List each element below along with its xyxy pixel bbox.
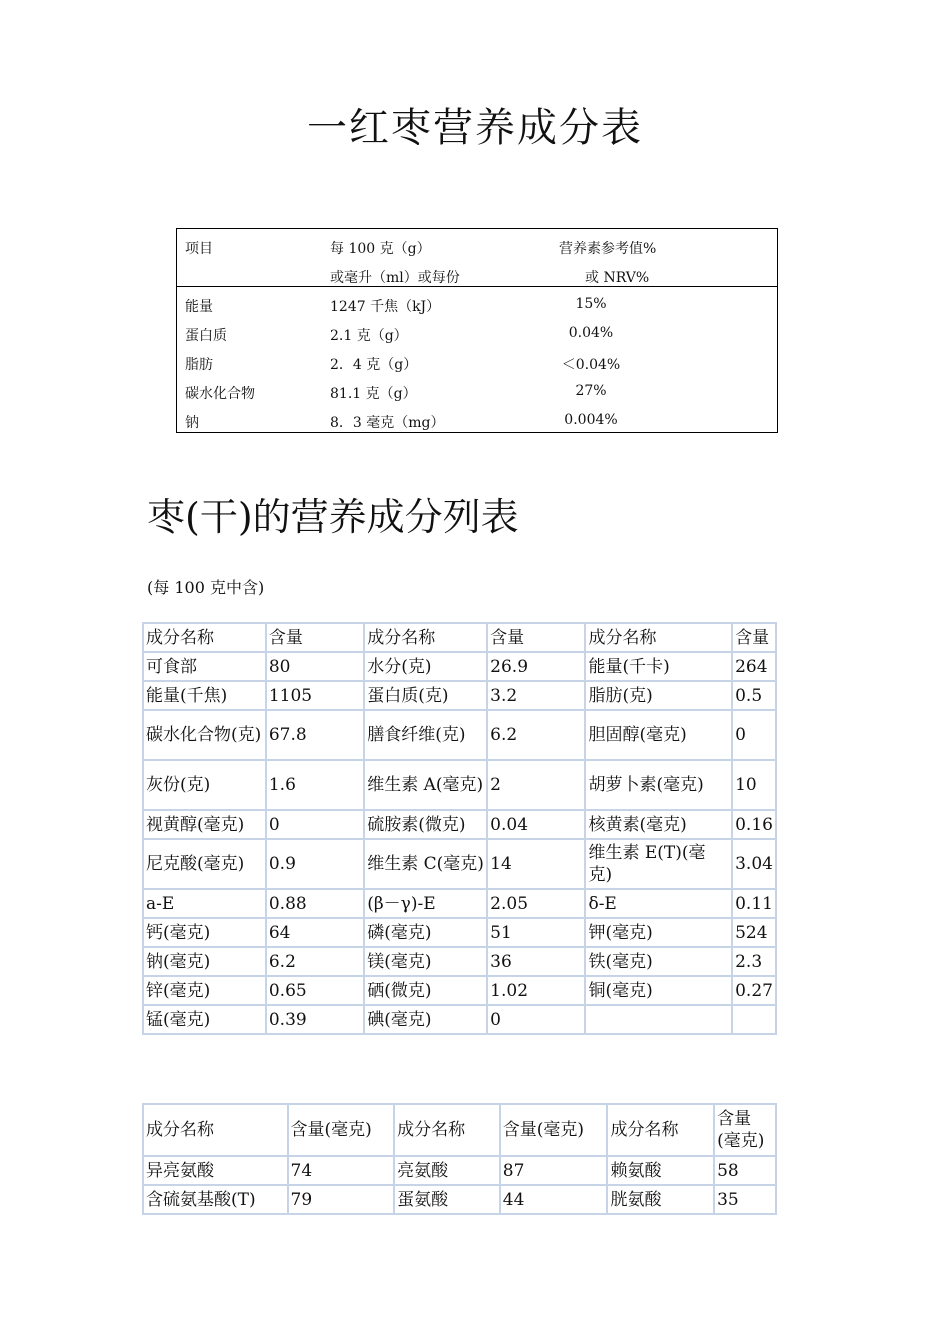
table-cell: 0.9: [266, 839, 364, 889]
table-cell: a-E: [143, 889, 266, 918]
table-cell: 蛋白质(克): [364, 681, 487, 710]
header-cell: 含量: [732, 623, 776, 652]
table-cell: 赖氨酸: [607, 1156, 714, 1185]
header-cell: 成分名称: [143, 623, 266, 652]
header-cell: 成分名称: [364, 623, 487, 652]
table-cell: 铜(毫克): [585, 976, 732, 1005]
nutrition-facts-header: [177, 229, 777, 287]
section-title: 枣(干)的营养成分列表: [147, 495, 519, 539]
table-cell: 含硫氨基酸(T): [143, 1185, 288, 1214]
table-header-row: [143, 1104, 776, 1156]
nutrition-row: [177, 325, 777, 354]
table-cell: 锌(毫克): [143, 976, 266, 1005]
table-row: [143, 1156, 776, 1185]
table-row: [143, 760, 776, 810]
header-cell: 成分名称: [143, 1104, 288, 1156]
table-cell: 镁(毫克): [364, 947, 487, 976]
amino-acid-table: [142, 1103, 777, 1215]
table-cell: 胆固醇(毫克): [585, 710, 732, 760]
table-cell: 维生素 A(毫克): [364, 760, 487, 810]
table-cell: 0: [487, 1005, 585, 1034]
table-cell: 64: [266, 918, 364, 947]
nutrition-name: 脂肪: [185, 357, 213, 373]
per-100g-note: (每 100 克中含): [147, 578, 265, 597]
table-cell: 3.04: [732, 839, 776, 889]
table-cell: 0.39: [266, 1005, 364, 1034]
table-row: [143, 681, 776, 710]
table-cell: 水分(克): [364, 652, 487, 681]
table-cell: 亮氨酸: [394, 1156, 500, 1185]
table-cell: 264: [732, 652, 776, 681]
table-cell: 膳食纤维(克): [364, 710, 487, 760]
nutrition-row: [177, 412, 777, 441]
table-cell: 钠(毫克): [143, 947, 266, 976]
table-cell: 2: [487, 760, 585, 810]
table-cell: 524: [732, 918, 776, 947]
table-cell: 胡萝卜素(毫克): [585, 760, 732, 810]
table-cell: 可食部: [143, 652, 266, 681]
table-row: [143, 918, 776, 947]
table-cell: 钙(毫克): [143, 918, 266, 947]
nutrition-amount: 2．4 克（g）: [330, 357, 418, 373]
table-cell: 能量(千焦): [143, 681, 266, 710]
table-cell: 26.9: [487, 652, 585, 681]
header-cell: 成分名称: [585, 623, 732, 652]
nutrition-nrv: ＜0.04%: [561, 357, 621, 373]
nutrition-nrv: 15%: [575, 296, 607, 312]
nutrition-amount: 1247 千焦（kJ）: [330, 299, 441, 315]
nutrition-amount: 2.1 克（g）: [330, 328, 408, 344]
nutrition-facts-table: [176, 228, 778, 433]
nutrition-row: [177, 354, 777, 383]
table-row: [143, 1005, 776, 1034]
table-cell: 1.6: [266, 760, 364, 810]
table-cell: 灰份(克): [143, 760, 266, 810]
table-cell: 44: [500, 1185, 608, 1214]
header-per100-line2: 或毫升（ml）或每份: [330, 270, 460, 286]
table-cell: 钾(毫克): [585, 918, 732, 947]
nutrition-name: 蛋白质: [185, 328, 227, 344]
table-cell: 35: [714, 1185, 776, 1214]
table-cell: 36: [487, 947, 585, 976]
table-cell: 58: [714, 1156, 776, 1185]
table-row: [143, 1185, 776, 1214]
header-cell: 含量: [487, 623, 585, 652]
header-cell: 含量: [266, 623, 364, 652]
table-cell: 0.88: [266, 889, 364, 918]
header-cell: 含量(毫克): [288, 1104, 395, 1156]
table-cell: 67.8: [266, 710, 364, 760]
nutrition-name: 钠: [185, 415, 199, 431]
table-cell: 0.65: [266, 976, 364, 1005]
header-cell: 含量(毫克): [500, 1104, 608, 1156]
table-cell: 14: [487, 839, 585, 889]
header-item: 项目: [185, 241, 213, 257]
table-cell: 3.2: [487, 681, 585, 710]
table-row: [143, 976, 776, 1005]
table-cell: 硒(微克): [364, 976, 487, 1005]
table-row: [143, 652, 776, 681]
table-cell: 87: [500, 1156, 608, 1185]
header-per100-line1: 每 100 克（g）: [330, 241, 431, 257]
table-cell: 6.2: [487, 710, 585, 760]
table-cell: 51: [487, 918, 585, 947]
table-row: [143, 889, 776, 918]
table-cell: 锰(毫克): [143, 1005, 266, 1034]
table-cell: 脂肪(克): [585, 681, 732, 710]
nutrition-nrv: 0.004%: [564, 412, 618, 428]
table-cell: 0: [732, 710, 776, 760]
header-cell: 成分名称: [607, 1104, 714, 1156]
table-cell: 视黄醇(毫克): [143, 810, 266, 839]
table-cell: 0: [266, 810, 364, 839]
table-cell: 铁(毫克): [585, 947, 732, 976]
table-header-row: [143, 623, 776, 652]
nutrition-nrv: 0.04%: [568, 325, 614, 341]
nutrition-row: [177, 383, 777, 412]
table-cell: [732, 1005, 776, 1034]
table-cell: 80: [266, 652, 364, 681]
nutrition-amount: 81.1 克（g）: [330, 386, 417, 402]
table-cell: 胱氨酸: [607, 1185, 714, 1214]
table-cell: 碳水化合物(克): [143, 710, 266, 760]
nutrition-amount: 8．3 毫克（mg）: [330, 415, 445, 431]
table-cell: 2.3: [732, 947, 776, 976]
table-cell: 0.11: [732, 889, 776, 918]
table-cell: 79: [288, 1185, 395, 1214]
table-row: [143, 839, 776, 889]
table-cell: 0.27: [732, 976, 776, 1005]
table-cell: 维生素 E(T)(毫克): [585, 839, 732, 889]
table-row: [143, 710, 776, 760]
table-cell: 1105: [266, 681, 364, 710]
table-cell: 异亮氨酸: [143, 1156, 288, 1185]
table-cell: 磷(毫克): [364, 918, 487, 947]
table-cell: 2.05: [487, 889, 585, 918]
table-cell: 维生素 C(毫克): [364, 839, 487, 889]
table-cell: 能量(千卡): [585, 652, 732, 681]
table-cell: 1.02: [487, 976, 585, 1005]
nutrition-nrv: 27%: [575, 383, 607, 399]
header-nrv-line2: 或 NRV%: [585, 270, 650, 286]
nutrition-name: 能量: [185, 299, 213, 315]
dried-jujube-nutrient-table: [142, 622, 777, 1035]
table-cell: (β－γ)-E: [364, 889, 487, 918]
table-cell: 0.5: [732, 681, 776, 710]
table-cell: 蛋氨酸: [394, 1185, 500, 1214]
table-cell: δ-E: [585, 889, 732, 918]
nutrition-name: 碳水化合物: [185, 386, 255, 402]
table-cell: 尼克酸(毫克): [143, 839, 266, 889]
nutrition-row: [177, 296, 777, 325]
table-cell: 6.2: [266, 947, 364, 976]
page-title: 一红枣营养成分表: [307, 105, 643, 151]
table-cell: 0.04: [487, 810, 585, 839]
table-cell: 74: [288, 1156, 395, 1185]
table-cell: [585, 1005, 732, 1034]
table-row: [143, 810, 776, 839]
table-cell: 硫胺素(微克): [364, 810, 487, 839]
header-cell: 含量(毫克): [714, 1104, 776, 1156]
table-row: [143, 947, 776, 976]
table-cell: 碘(毫克): [364, 1005, 487, 1034]
table-cell: 核黄素(毫克): [585, 810, 732, 839]
header-nrv-line1: 营养素参考值%: [559, 241, 657, 257]
table-cell: 10: [732, 760, 776, 810]
header-cell: 成分名称: [394, 1104, 500, 1156]
table-cell: 0.16: [732, 810, 776, 839]
